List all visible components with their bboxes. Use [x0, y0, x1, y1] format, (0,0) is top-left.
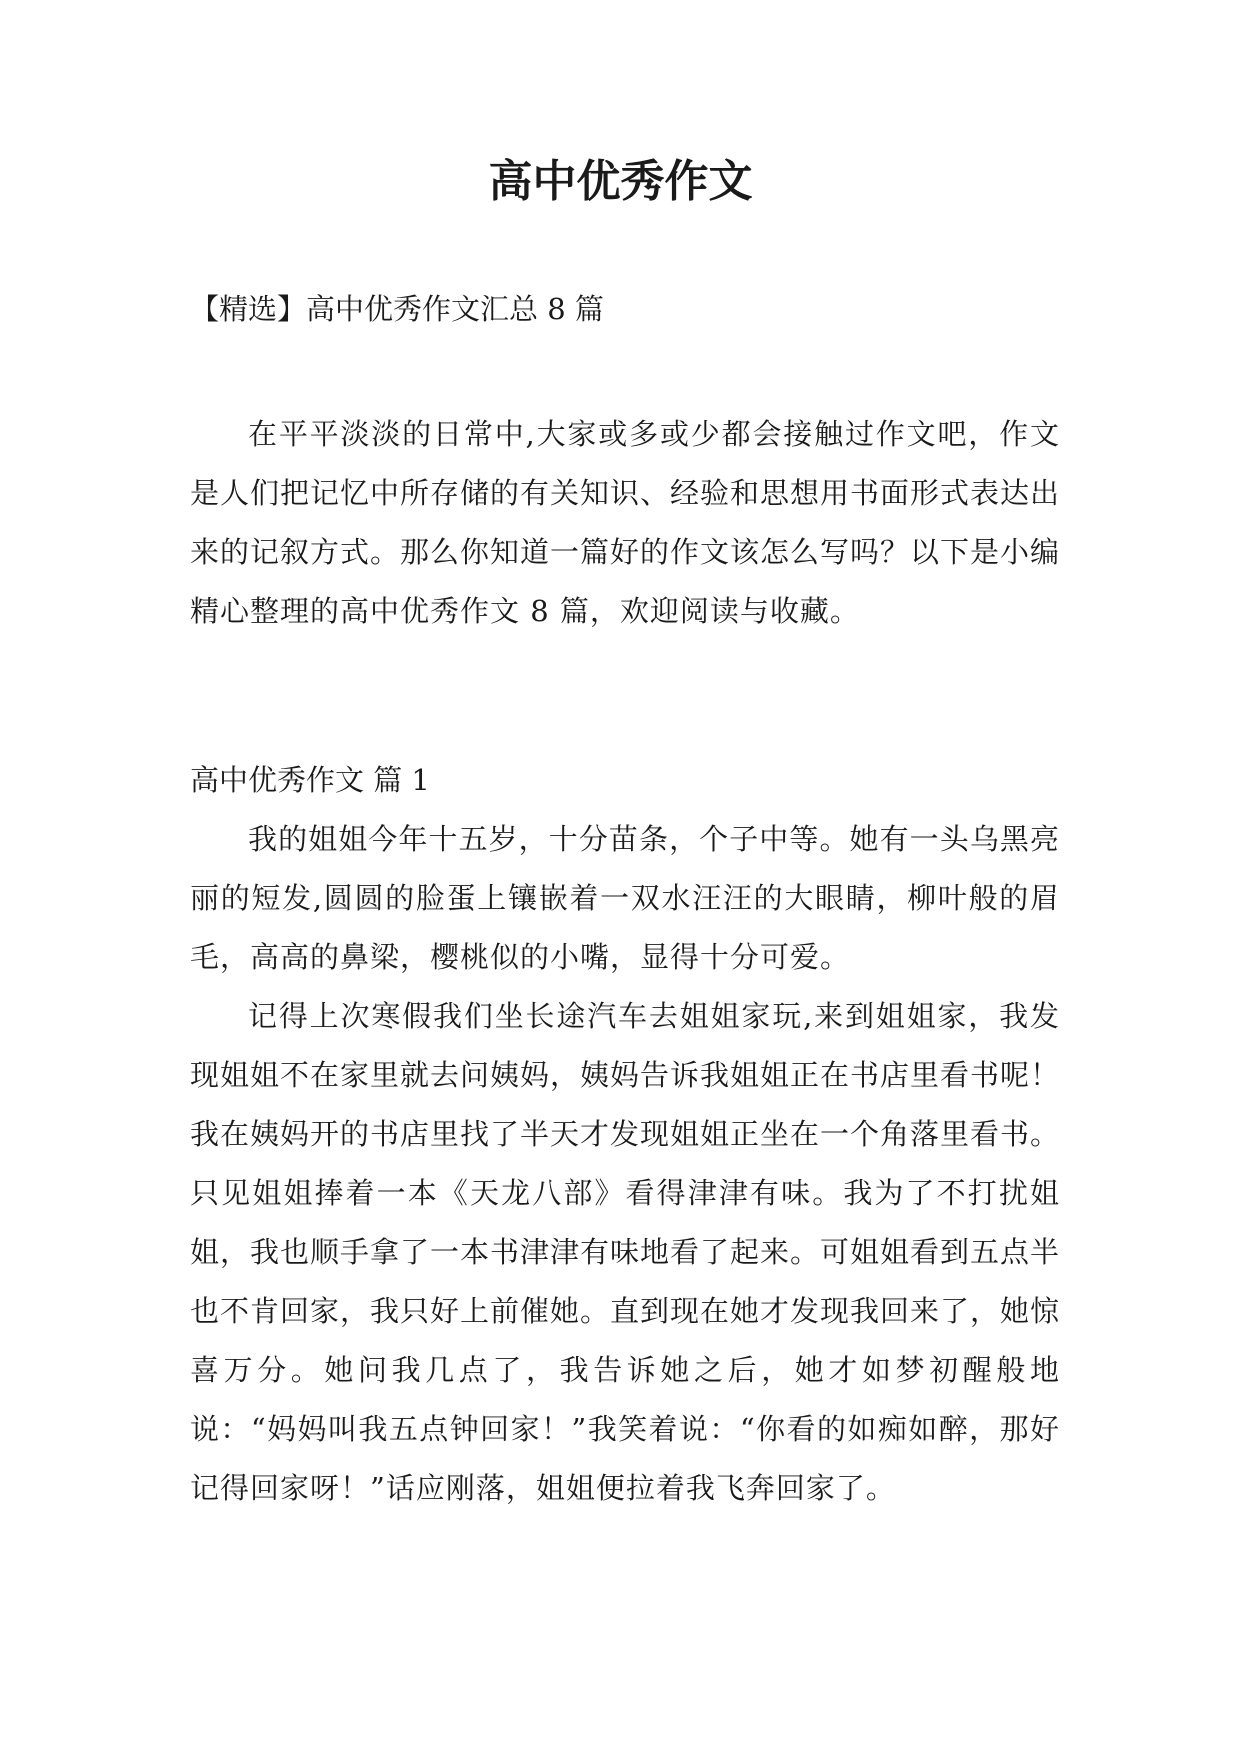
intro-section — [190, 405, 1060, 641]
document-subtitle: 【精选】高中优秀作文汇总 8 篇 — [190, 292, 604, 326]
essay-paragraph: 我的姐姐今年十五岁，十分苗条，个子中等。她有一头乌黑亮丽的短发,圆圆的脸蛋上镶嵌着一双水汪汪的大眼睛，柳叶般的眉毛，高高的鼻梁，樱桃似的小嘴，显得十分可爱。 — [190, 822, 1060, 974]
intro-paragraph: 在平平淡淡的日常中,大家或多或少都会接触过作文吧，作文是人们把记忆中所存储的有关知识、经验和思想用书面形式表达出来的记叙方式。那么你知道一篇好的作文该怎么写吗？以下是小编精心整理的高中优秀作文 8 篇，欢迎阅读与收藏。 — [190, 417, 1061, 628]
document-title: 高中优秀作文 — [488, 156, 753, 207]
essay-paragraph: 记得上次寒假我们坐长途汽车去姐姐家玩,来到姐姐家，我发现姐姐不在家里就去问姨妈，姨妈告诉我姐姐正在书店里看书呢！我在姨妈开的书店里找了半天才发现姐姐正坐在一个角落里看书。只见姐姐捧着一本《天龙八部》看得津津有味。我为了不打扰姐姐，我也顺手拿了一本书津津有味地看了起来。可姐姐看到五点半也不肯回家，我只好上前催她。直到现在她才发现我回来了，她惊喜万分。她问我几点了，我告诉她之后，她才如梦初醒般地说：“妈妈叫我五点钟回家！”我笑着说：“你看的如痴如醉，那好记得回家呀！”话应刚落，姐姐便拉着我飞奔回家了。 — [190, 999, 1061, 1505]
essay-body — [190, 810, 1060, 1518]
section-heading: 高中优秀作文 篇 1 — [190, 763, 430, 797]
